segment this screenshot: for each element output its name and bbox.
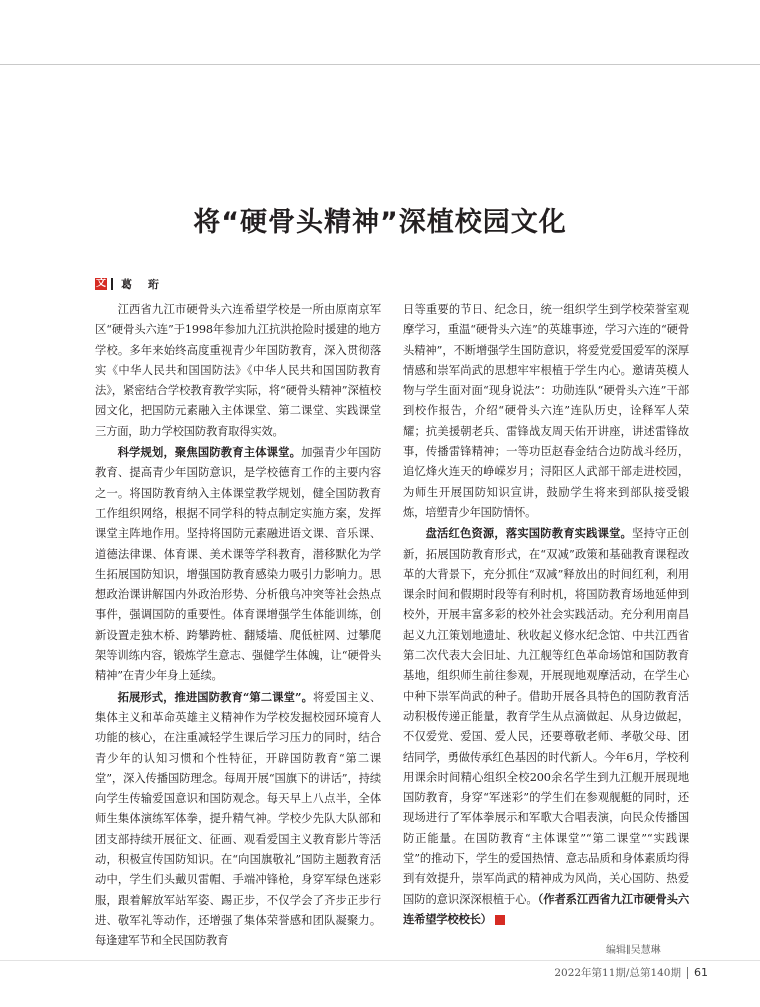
page-footer — [554, 965, 708, 980]
footer-divider — [687, 967, 688, 979]
column-left — [95, 300, 381, 952]
paragraph-continued: 日等重要的节日、纪念日，统一组织学生到学校荣誉室观摩学习，重温“硬骨头六连”的英雄事迹，学习六连的“硬骨头精神”，不断增强学生国防意识，将爱党爱国爱军的深厚情感和崇军尚武的思想牢牢根植于学生内心。邀请英模人物与学生面对面“现身说法”：功勋连队“硬骨头六连”干部到校作报告，介绍“硬骨头六连”连队历史，诠释军人荣耀；抗美援朝老兵、雷锋战友周天佑开讲座，讲述雷锋故事，传播雷锋精神；一等功臣赵春金结合边防战斗经历，追忆烽火连天的峥嵘岁月；浔阳区人武部干部走进校园，为师生开展国防知识宣讲，鼓励学生将来到部队接受锻炼，培塑青少年国防情怀。 — [403, 303, 689, 519]
byline-divider — [111, 278, 113, 290]
paragraph-body: 将爱国主义、集体主义和革命英雄主义精神作为学校发掘校园环境育人功能的核心，在注重减轻学生课后学习压力的同时，结合青少年的认知习惯和个性特征，开辟国防教育“第二课堂”，深入传播国防理念。每周开展“国旗下的讲话”，持续向学生传输爱国意识和国防观念。每天早上八点半，全体师生集体演练军体拳，提升精气神。学校少先队大队部和团支部持续开展征文、征画、观看爱国主义教育影片等活动，积极宣传国防知识。在“向国旗敬礼”国防主题教育活动中，学生们头戴贝雷帽、手端冲锋枪，身穿军绿色迷彩服，跟着解放军站军姿、踢正步，不仅学会了齐步正步行进、敬军礼等动作，还增强了集体荣誉感和团队凝聚力。每逢建军节和全民国防教育 — [95, 690, 381, 948]
paragraph-classroom — [95, 442, 381, 687]
footer-rule — [0, 960, 760, 961]
page-number: 61 — [694, 966, 708, 979]
author-signature: （作者系江西省九江市硬骨头六连希望学校校长） — [403, 892, 689, 926]
paragraph-intro: 江西省九江市硬骨头六连希望学校是一所由原南京军区“硬骨头六连”于1998年参加九江抗洪抢险时援建的地方学校。多年来始终高度重视青少年国防教育，深入贯彻落实《中华人民共和国国防法》《中华人民共和国国防教育法》，紧密结合学校教育教学实际，将“硬骨头精神”深植校园文化，把国防元素融入主体课堂、第二课堂、实践课堂三方面，助力学校国防教育取得实效。 — [95, 303, 381, 438]
paragraph-lead: 拓展形式，推进国防教育“第二课堂”。 — [117, 689, 313, 704]
paragraph-body: 坚持守正创新，拓展国防教育形式，在“双减”政策和基础教育课程改革的大背景下，充分抓住“双减”释放出的时间红利，利用课余时间和假期时段等有利时机，将国防教育场地延伸到校外，开展丰富多彩的校外社会实践活动。充分利用南昌起义九江策划地遗址、秋收起义修水纪念馆、中共江西省第二次代表大会旧址、九江舰等红色革命场馆和国防教育基地，组织师生前往参观，开展现地观摩活动，在学生心中种下崇军尚武的种子。借助开展各具特色的国防教育活动积极传递正能量，教育学生从点滴做起、从身边做起，不仅爱党、爱国、爱人民，还要尊敬老师、孝敬父母、团结同学，勇做传承红色基因的时代新人。今年6月，学校利用课余时间精心组织全校200余名学生到九江舰开展现地国防教育，身穿“军迷彩”的学生们在参观舰艇的同时，还现场进行了军体拳展示和军歌大合唱表演，向民众传播国防正能量。在国防教育“主体课堂”“第二课堂”“实践课堂”的推动下，学生的爱国热情、意志品质和身体素质均得到有效提升，崇军尚武的精神成为风尚，关心国防、热爱国防的意识深深根植于心。 — [403, 527, 689, 906]
paragraph-body: 加强青少年国防教育、提高青少年国防意识，是学校德育工作的主要内容之一。将国防教育纳入主体课堂教学规划，健全国防教育工作组织网络，根据不同学科的特点制定实施方案，发挥课堂主阵地作用。坚持将国防元素融进语文课、音乐课、道德法律课、体育课、美术课等学科教育，潜移默化为学生拓展国防知识，增强国防教育感染力吸引力影响力。思想政治课讲解国内外政治形势、分析俄乌冲突等社会热点事件，强调国防的重要性。体育课增强学生体能训练，创新设置走独木桥、跨攀跨桩、翻矮墙、爬低桩网、过攀爬架等训练内容，锻炼学生意志、强健学生体魄，让“硬骨头精神”在青少年身上延续。 — [95, 446, 381, 683]
issue-info: 2022年第11期/总第140期 — [554, 967, 681, 979]
paragraph-practice — [403, 523, 689, 930]
paragraph-second-classroom — [95, 687, 381, 952]
author-mark-icon: 文 — [96, 278, 106, 289]
column-right — [403, 300, 689, 930]
paragraph-lead: 科学规划，聚焦国防教育主体课堂。 — [117, 445, 302, 460]
end-mark-icon: G — [495, 915, 505, 925]
byline — [95, 276, 165, 292]
article-title: 将“硬骨头精神”深植校园文化 — [193, 207, 567, 239]
author-name: 葛 珩 — [121, 278, 165, 291]
top-rule — [0, 64, 760, 65]
editor-credit: 编辑∥吴慧琳 — [606, 945, 661, 956]
paragraph-lead: 盘活红色资源，落实国防教育实践课堂。 — [425, 526, 633, 541]
